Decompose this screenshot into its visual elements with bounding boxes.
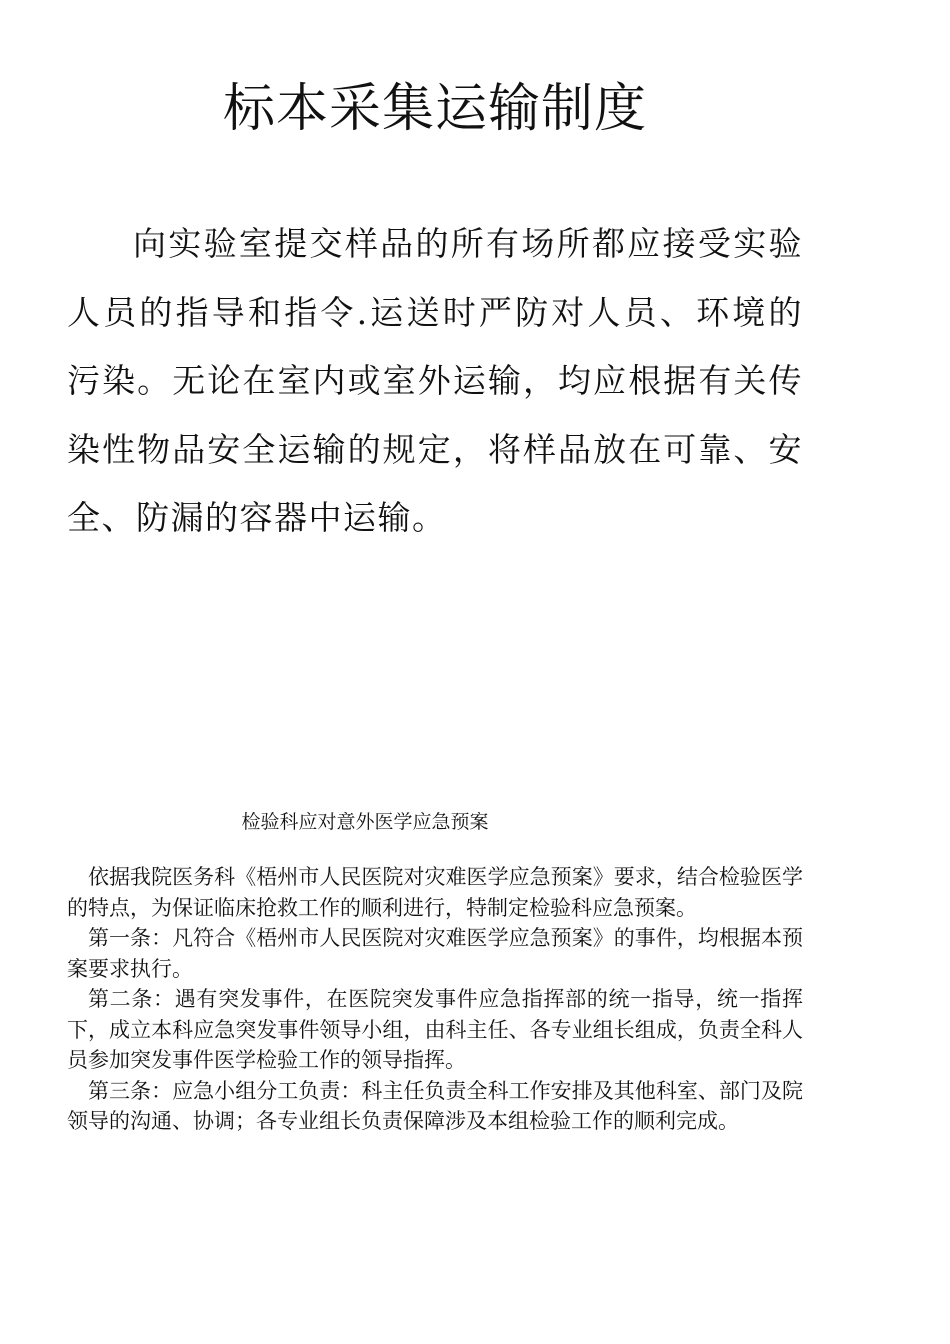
emergency-plan-body	[67, 862, 803, 1137]
article-one-paragraph: 第一条：凡符合《梧州市人民医院对灾难医学应急预案》的事件，均根据本预案要求执行。	[67, 926, 803, 981]
transport-policy-body	[67, 210, 803, 553]
section-title: 检验科应对意外医学应急预案	[241, 811, 489, 833]
transport-policy-paragraph: 向实验室提交样品的所有场所都应接受实验人员的指导和指令.运送时严防对人员、环境的污染。无论在室内或室外运输，均应根据有关传染性物品安全运输的规定，将样品放在可靠、安全、防漏的容器中运输。	[67, 224, 803, 537]
article-three-paragraph: 第三条：应急小组分工负责：科主任负责全科工作安排及其他科室、部门及院领导的沟通、协调；各专业组长负责保障涉及本组检验工作的顺利完成。	[67, 1078, 803, 1133]
document-title: 标本采集运输制度	[222, 79, 647, 139]
article-two-paragraph: 第二条：遇有突发事件，在医院突发事件应急指挥部的统一指导，统一指挥下，成立本科应急突发事件领导小组，由科主任、各专业组长组成，负责全科人员参加突发事件医学检验工作的领导指挥。	[67, 987, 803, 1072]
emergency-plan-paragraph: 依据我院医务科《梧州市人民医院对灾难医学应急预案》要求，结合检验医学的特点，为保证临床抢救工作的顺利进行，特制定检验科应急预案。	[67, 865, 803, 920]
